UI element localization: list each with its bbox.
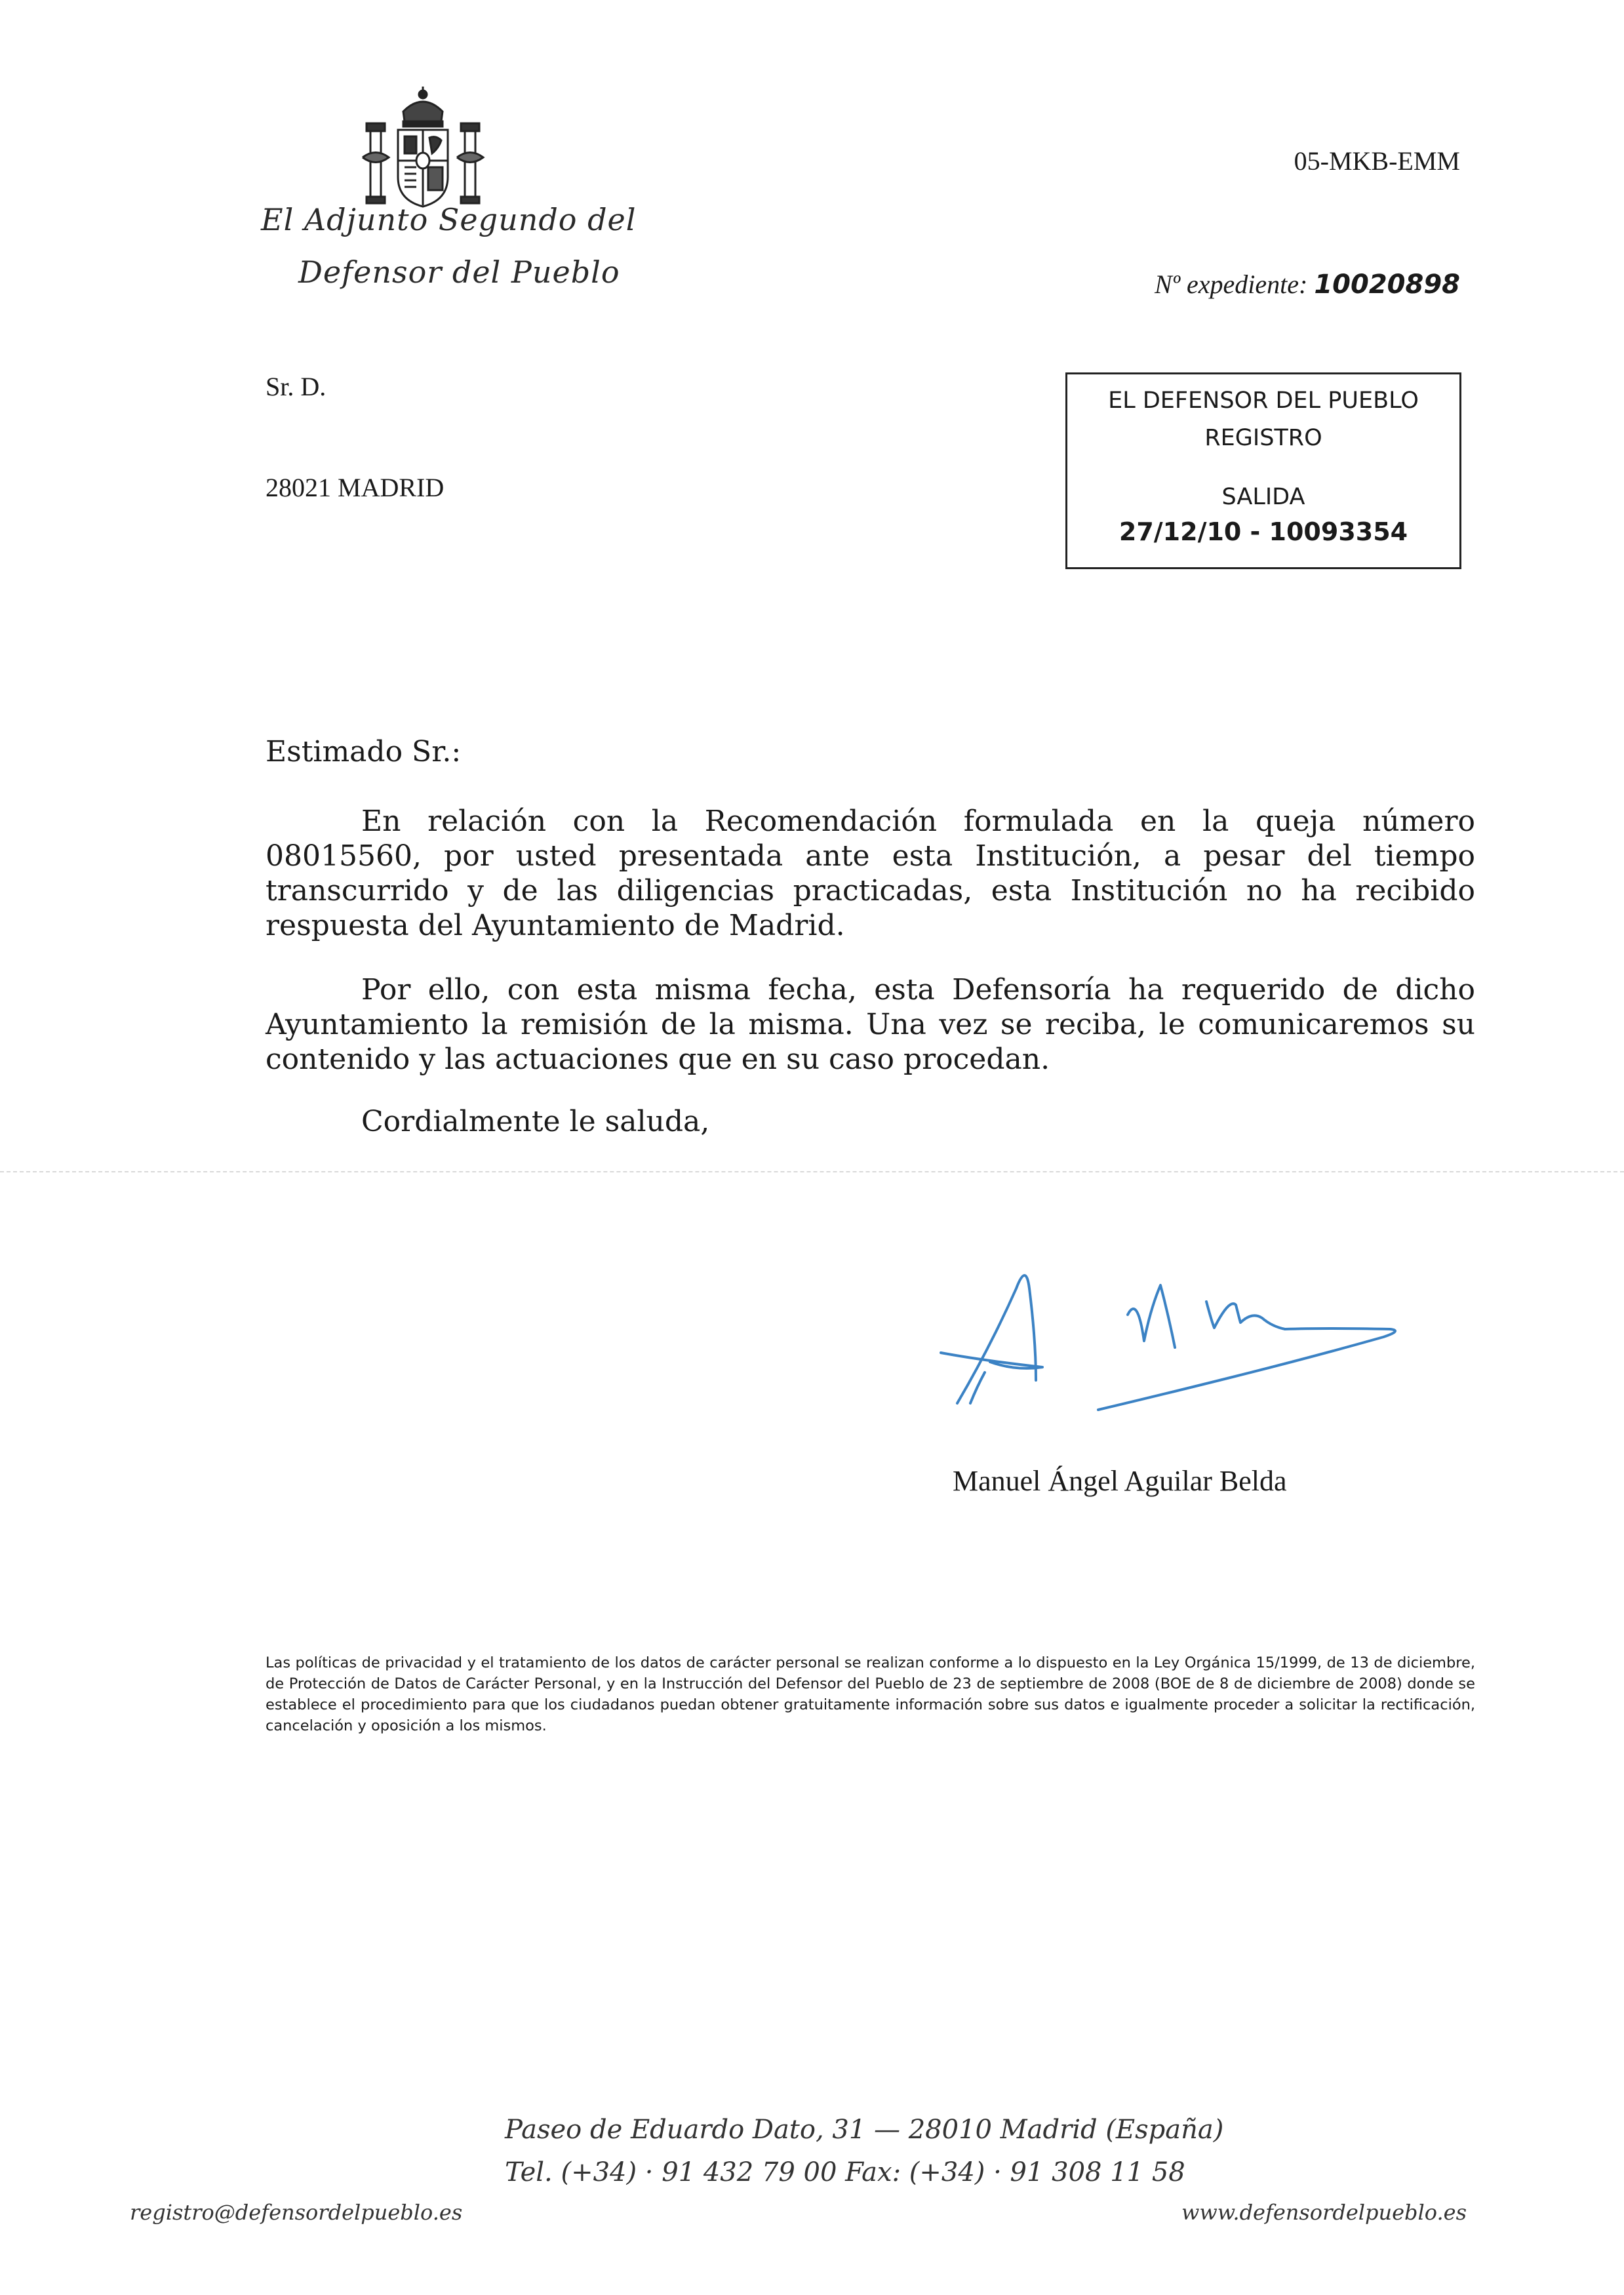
stamp-line3: SALIDA xyxy=(1221,484,1305,510)
signer-name: Manuel Ángel Aguilar Belda xyxy=(953,1465,1287,1497)
privacy-notice: Las políticas de privacidad y el tratamiento de los datos de carácter personal se realizan conforme a lo dispuesto en la Ley Orgánica 15/1999, de 13 de diciembre, de Protección de Datos de Carácter Personal, y en la Instrucción del Defensor del Pueblo de 23 de septiembre de 2008 (BOE de 8 de diciembre de 2008) donde se establece el procedimiento para que los ciudadanos puedan obtener gratuitamente información sobre sus datos e igualmente proceder a solicitar la rectificación, cancelación y oposición a los mismos. xyxy=(266,1654,1475,1734)
recipient-city: 28021 MADRID xyxy=(266,473,445,502)
stamp-line2: REGISTRO xyxy=(1204,425,1322,451)
footer-address: Paseo de Eduardo Dato, 31 — 28010 Madrid (España) xyxy=(505,2115,1224,2145)
coat-of-arms-of-spain-icon xyxy=(357,85,488,216)
expediente-label: Nº expediente: xyxy=(1154,269,1308,299)
footer-website: www.defensordelpueblo.es xyxy=(1181,2200,1467,2225)
signature xyxy=(931,1249,1429,1452)
paragraph-2 xyxy=(266,972,1475,1077)
expediente xyxy=(1155,269,1460,300)
stamp-line4: 27/12/10 - 10093354 xyxy=(1119,517,1408,546)
footer-email: registro@defensordelpueblo.es xyxy=(130,2200,463,2225)
paragraph-1 xyxy=(266,804,1475,943)
paragraph-2-text: Por ello, con esta misma fecha, esta Defensoría ha requerido de dicho Ayuntamiento la remisión de la misma. Una vez se reciba, le comunicaremos su contenido y las actuaciones que en su caso procedan. xyxy=(266,973,1475,1076)
paragraph-1-text: En relación con la Recomendación formulada en la queja número 08015560, por usted presentada ante esta Institución, a pesar del tiempo transcurrido y de las diligencias practicadas, esta Institución no ha recibido respuesta del Ayuntamiento de Madrid. xyxy=(266,805,1475,942)
office-title-line1: El Adjunto Segundo del xyxy=(261,202,637,237)
office-title-line2: Defensor del Pueblo xyxy=(298,254,620,290)
expediente-number: 10020898 xyxy=(1314,269,1460,300)
reference-code: 05-MKB-EMM xyxy=(1294,146,1460,176)
recipient-name: Sr. D. xyxy=(266,372,327,401)
registry-stamp xyxy=(1065,372,1461,569)
stamp-line1: EL DEFENSOR DEL PUEBLO xyxy=(1108,388,1419,414)
greeting: Estimado Sr.: xyxy=(266,735,462,768)
closing: Cordialmente le saluda, xyxy=(361,1105,710,1138)
footer-phones: Tel. (+34) · 91 432 79 00 Fax: (+34) · 91 308 11 58 xyxy=(505,2157,1185,2187)
fold-line xyxy=(0,1171,1624,1172)
